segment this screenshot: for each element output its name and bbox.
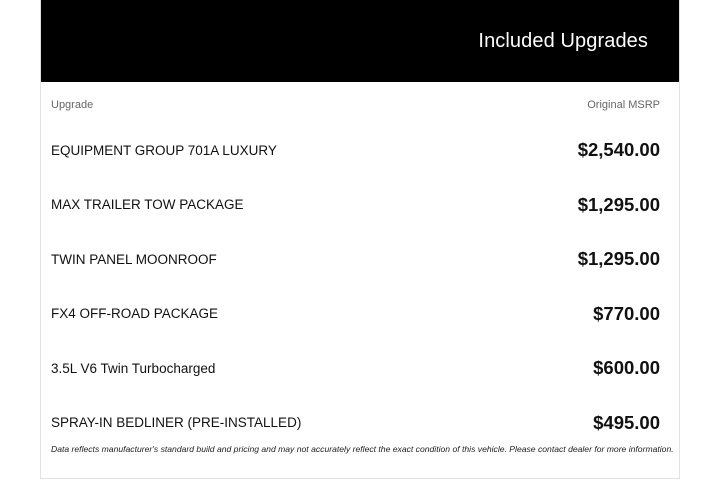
upgrade-name: 3.5L V6 Twin Turbocharged	[51, 360, 216, 376]
column-header-msrp: Original MSRP	[587, 99, 660, 111]
upgrade-name: SPRAY-IN BEDLINER (PRE-INSTALLED)	[51, 415, 302, 431]
upgrade-name: EQUIPMENT GROUP 701A LUXURY	[51, 142, 277, 158]
disclaimer-text: Data reflects manufacturer's standard build and pricing and may not accurately reflect the exact condition of this vehicle. Please contact dealer for more information.	[51, 444, 674, 454]
upgrade-row	[41, 178, 679, 233]
upgrade-price: $1,295.00	[577, 248, 660, 270]
column-header-upgrade: Upgrade	[51, 99, 94, 111]
upgrade-price: $2,540.00	[577, 139, 660, 161]
upgrade-price: $1,295.00	[577, 193, 660, 215]
upgrade-name: FX4 OFF-ROAD PACKAGE	[51, 306, 219, 322]
upgrade-row	[41, 341, 679, 396]
upgrade-list	[41, 123, 679, 450]
card-title: Included Upgrades	[478, 29, 648, 52]
upgrade-price: $495.00	[593, 411, 660, 433]
included-upgrades-card	[40, 0, 680, 479]
upgrade-row	[41, 287, 679, 342]
upgrade-row	[41, 123, 679, 178]
upgrade-name: MAX TRAILER TOW PACKAGE	[51, 197, 244, 213]
column-headers	[41, 99, 679, 113]
upgrade-row	[41, 232, 679, 287]
card-header	[41, 0, 679, 82]
upgrade-price: $770.00	[593, 302, 660, 324]
upgrade-name: TWIN PANEL MOONROOF	[51, 251, 217, 267]
upgrade-price: $600.00	[593, 357, 660, 379]
upgrade-row	[41, 396, 679, 451]
